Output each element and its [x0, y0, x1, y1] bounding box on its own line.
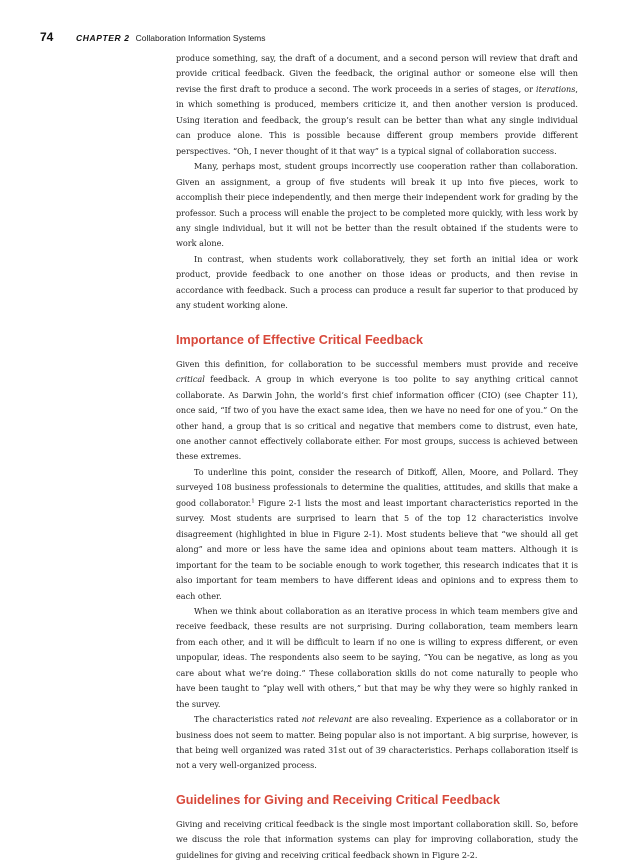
- paragraph: To underline this point, consider the research of Ditkoff, Allen, Moore, and Pollard. They surveyed 108 business professionals to determine the qualities, attitudes, and skills that make a good collaborator.$^1$ Figure 2-1 lists the most and least important characteristics reported in the survey. Most students are surprised to learn that 5 of the top 12 characteristics involve disagreement (highlighted in blue in Figure 2-1). Most students believe that “we should all get along” and more or less have the same idea and opinions about team matters. Although it is important for the team to be sociable enough to work together, this research indicates that it is also important for team members to have different ideas and opinions and to express them to each other.: [176, 466, 579, 601]
- paragraph: Given this definition, for collaboration to be successful members must provide and receive critical feedback. A group in which everyone is too polite to say anything critical cannot collaborate. As Darwin John, the world’s first chief information officer (CIO) (see Chapter 11), once said, “If two of you have the exact same idea, then we have no need for one of you.” On the other hand, a group that is so critical and negative that members come to distrust, even hate, one another cannot effectively collaborate either. For most groups, success is achieved between these extremes.: [176, 358, 578, 462]
- body-text: [176, 51, 578, 863]
- chapter-label: CHAPTER 2: [76, 33, 130, 43]
- section-heading: Guidelines for Giving and Receiving Critical Feedback: [176, 792, 501, 807]
- paragraph: The characteristics rated not relevant are also revealing. Experience as a collaborator or in business does not seem to matter. Being popular also is not important. A big surprise, however, is that being well organized was rated 31st out of 39 characteristics. Perhaps collaboration itself is not a very well-organized process.: [176, 714, 579, 771]
- paragraph: produce something, say, the draft of a document, and a second person will review that draft and provide critical feedback. Given the feedback, the original author or someone else will then revise the first draft to produce a second. The work proceeds in a series of stages, or iterations, in which something is produced, members criticize it, and then another version is produced. Using iteration and feedback, the group’s result can be better than what any single individual can produce alone. This is possible because different group members provide different perspectives. “Oh, I never thought of it that way” is a typical signal of collaboration success.: [176, 53, 578, 156]
- section-heading: Importance of Effective Critical Feedback: [176, 332, 424, 347]
- page-number: 74: [40, 30, 54, 44]
- paragraph: When we think about collaboration as an iterative process in which team members give and receive feedback, these results are not surprising. During collaboration, team members learn from each other, and it will be difficult to learn if no one is willing to express different, or even unpopular, ideas. The respondents also seem to be saying, “You can be negative, as long as you care about what we’re doing.” These collaboration skills do not come naturally to people who have been taught to “play well with others,” but that may be why they were so highly ranked in the survey.: [176, 605, 578, 709]
- chapter-title: Collaboration Information Systems: [135, 33, 266, 43]
- paragraph: In contrast, when students work collaboratively, they set forth an initial idea or work product, provide feedback to one another on those ideas or products, and then revise in accordance with feedback. Such a process can produce a result far superior to that produced by any student working alone.: [176, 253, 578, 311]
- paragraph: Giving and receiving critical feedback is the single most important collaboration skill. So, before we discuss the role that information systems can play for improving collaboration, study the guidelines for giving and receiving critical feedback shown in Figure 2-2.: [176, 818, 578, 860]
- paragraph: Many, perhaps most, student groups incorrectly use cooperation rather than collaboration. Given an assignment, a group of five students will break it up into five pieces, work to accomplish their piece independently, and then merge their independent work for grading by the professor. Such a process will enable the project to be completed more quickly, with less work by any single individual, but it will not be better than the result obtained if the students were to work alone.: [176, 161, 578, 249]
- running-head: [40, 30, 266, 44]
- footnote-marker[interactable]: 1: [251, 498, 255, 505]
